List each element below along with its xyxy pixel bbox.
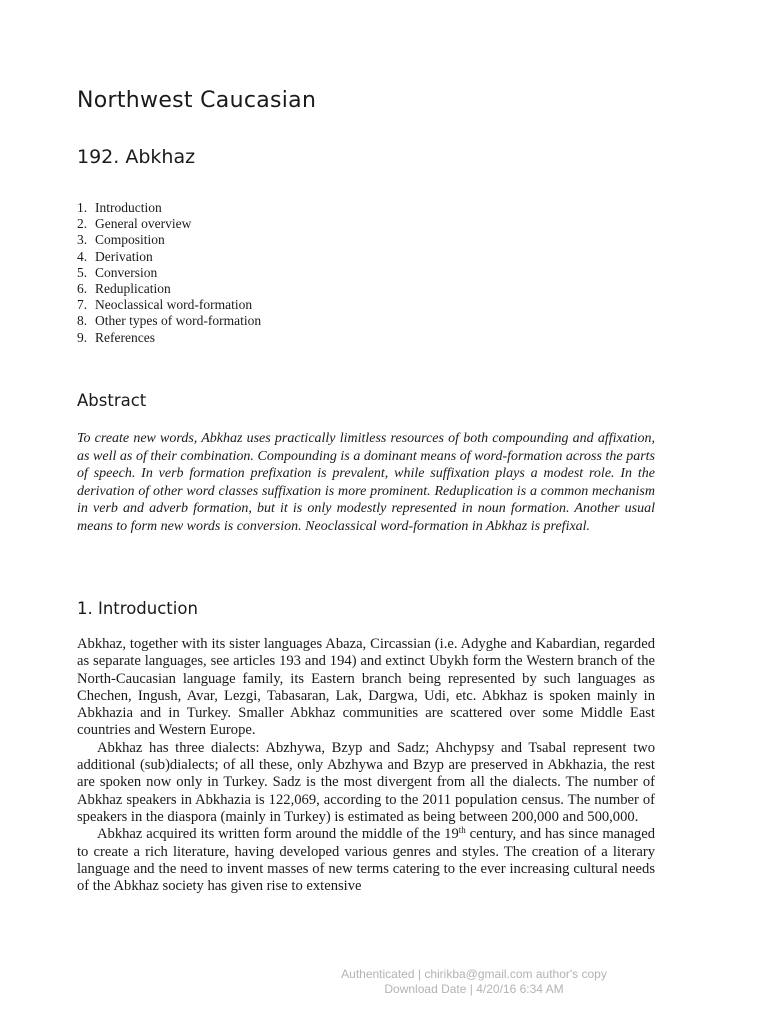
toc-item: 8. Other types of word-formation xyxy=(77,313,262,329)
abstract-text: To create new words, Abkhaz uses practically limitless resources of both compounding and affixation, as well as of their combination. Compounding is a dominant means of word-formation across the parts of speech. In verb formation prefixation is prevalent, while suffixation plays a modest role. In the derivation of other word classes suffixation is more prominent. Reduplication is a common mechanism in verb and adverb formation, but it is only modestly represented in noun formation. Another usual means to form new words is conversion. Neoclassical word-formation in Abkhaz is prefixal. xyxy=(77,431,655,534)
toc-item: 9. References xyxy=(77,329,155,345)
watermark-line: Download Date | 4/20/16 6:34 AM xyxy=(384,982,564,996)
paragraph: Abkhaz acquired its written form around the middle of the 19th century, and has since managed to create a rich literature, having developed various genres and styles. The creation of a literary language and the need to invent masses of new terms catering to the ever increasing cultural needs of the Abkhaz society has given rise to extensive xyxy=(77,825,655,895)
toc-item: 5. Conversion xyxy=(77,264,158,280)
toc-item: 7. Neoclassical word-formation xyxy=(77,297,253,313)
toc-item: 4. Derivation xyxy=(77,248,153,264)
toc-item: 3. Composition xyxy=(77,232,165,248)
toc-item: 2. General overview xyxy=(77,216,192,232)
abstract-heading: Abstract xyxy=(77,391,147,410)
toc-item: 1. Introduction xyxy=(77,200,162,215)
watermark-line: Authenticated | chirikba@gmail.com author's copy xyxy=(341,967,607,981)
chapter-title: 192. Abkhaz xyxy=(77,146,196,168)
toc-item: 6. Reduplication xyxy=(77,281,171,297)
introduction-body xyxy=(77,636,655,895)
authentication-watermark xyxy=(0,967,768,997)
part-title: Northwest Caucasian xyxy=(77,88,317,113)
paragraph: Abkhaz has three dialects: Abzhywa, Bzyp and Sadz; Ahchypsy and Tsabal represent two additional (sub)dialects; of all these, only Abzhywa and Bzyp are preserved in Abkhazia, the rest are spoken now only in Turkey. Sadz is the most divergent from all the dialects. The number of Abkhaz speakers in Abkhazia is 122,069, according to the 2011 population census. The number of speakers in the diaspora (mainly in Turkey) is estimated as being between 200,000 and 500,000. xyxy=(77,739,655,825)
superscript: th xyxy=(458,825,466,836)
table-of-contents xyxy=(77,200,261,346)
introduction-heading: 1. Introduction xyxy=(77,599,198,618)
paragraph: Abkhaz, together with its sister languages Abaza, Circassian (i.e. Adyghe and Kabardian, regarded as separate languages, see articles 193 and 194) and extinct Ubykh form the Western branch of the North-Caucasian language family, its Eastern branch being represented by such languages as Chechen, Ingush, Avar, Lezgi, Tabasaran, Lak, Dargwa, Udi, etc. Abkhaz is spoken mainly in Abkhazia and in Turkey. Smaller Abkhaz communities are scattered over some Middle East countries and Western Europe. xyxy=(77,636,655,739)
